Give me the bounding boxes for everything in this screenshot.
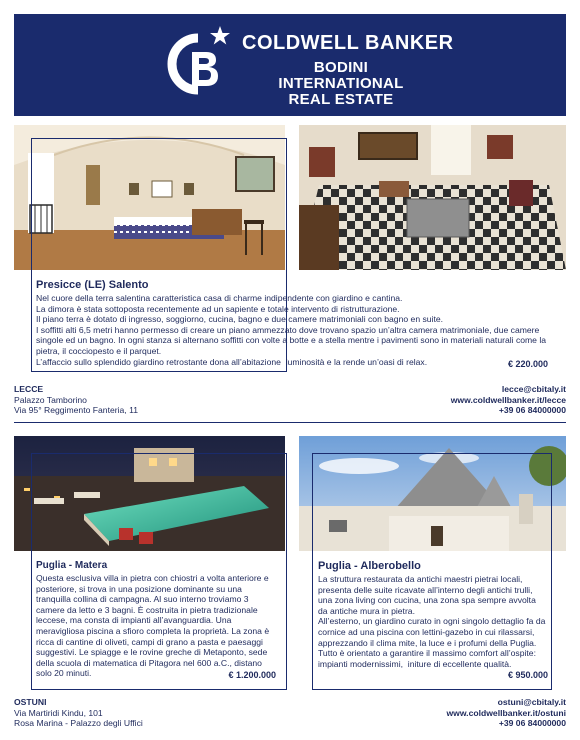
listing1-description: Nel cuore della terra salentina caratteristica casa di charme indipendente con giardino e cantina. La dimora è stata sottoposta recentemente ad un sapiente e totale intervento di ristrutturazione. Il piano terra è dotato di ingresso, soggiorno, cucina, bagno e due camere matrimoniali con bagno en suite. I soffitti alti 6,5 metri hanno permesso di creare un piano ammezzato dove trovano spazio un’altra camera matrimoniale, due camere singole ed un bagno. In ogni stanza si alternano soffitti con volte a botte e a stella mentre i pavimenti sono in materiali naturali come la pietra, il cocciopesto e il parquet. L’affaccio sullo splendido giardino retrostante dona all’abitazione luminosità e la rende un’oasi di relax. [36, 293, 547, 367]
office-address-line2: Rosa Marina - Palazzo degli Uffici [14, 718, 143, 729]
office-email-link[interactable]: lecce@cbitaly.it [501, 384, 566, 394]
office-city: OSTUNI [14, 697, 47, 707]
office-address-line1: Via Martiridi Kindu, 101 [14, 707, 103, 718]
office-lecce-contacts [380, 384, 566, 416]
office-lecce-address [14, 384, 138, 416]
listing3-description: La struttura restaurata da antichi maestri pietrai locali, presenta delle suite ricavate all’interno degli antichi trulli, una zona living con cucina, una zona spa sempre avvolta da antiche mura in pietra. All’esterno, un giardino curato in ogni singolo dettaglio fa da cornice ad una piscina con lettini-gazebo in cui rilassarsi, apprezzando il clima mite, la luce e i profumi della Puglia. Tutto è orientato a garantire il massimo comfort all’ospite: impianti modernissimi, initure di eccellente qualità. [318, 574, 546, 669]
office-ostuni-contacts [380, 697, 566, 729]
listing1-price: € 220.000 [507, 359, 548, 369]
office-address-line2: Via 95° Reggimento Fanteria, 11 [14, 405, 138, 416]
listing2-title: Puglia - Matera [36, 560, 108, 571]
office-phone: +39 06 84000000 [498, 405, 566, 416]
section-divider [14, 422, 566, 423]
office-name-line1: BODINI INTERNATIONAL [278, 59, 404, 92]
office-name [256, 60, 426, 108]
living-room-photo [299, 125, 566, 270]
brand-header [14, 14, 566, 116]
coldwell-banker-logo-icon [154, 24, 234, 106]
listing3-price: € 950.000 [507, 670, 548, 680]
office-website-link[interactable]: www.coldwellbanker.it/ostuni [446, 707, 566, 718]
listing3-title: Puglia - Alberobello [318, 560, 421, 572]
office-ostuni-address [14, 697, 143, 729]
listing1-title: Presicce (LE) Salento [36, 279, 149, 291]
office-email-link[interactable]: ostuni@cbitaly.it [497, 697, 566, 707]
listing2-description: Questa esclusiva villa in pietra con chiostri a volta anteriore e posteriore, si trova in una posizione dominante su una tranquilla collina di campagna. Al suo interno troviamo 3 camere da letto e 3 bagni. È costruita in pietra tradizionale leccese, ma consta di impianti all’avanguardia. Una meravigliosa piscina a sfioro completa la proprietà. La zona è ricca di cantine di oliveti, campi di grano a pasta e paesaggi suggestivi. Le spiagge e le rovine greche di Metaponto, sede della scuola di matematica di Pitagora nel 600 a.C., distano solo 20 minuti. [36, 573, 272, 679]
office-name-line2: REAL ESTATE [288, 91, 394, 108]
office-address-line1: Palazzo Tamborino [14, 394, 87, 405]
listing2-price: € 1.200.000 [228, 670, 276, 680]
brand-name: COLDWELL BANKER [242, 32, 454, 54]
office-phone: +39 06 84000000 [498, 718, 566, 729]
office-city: LECCE [14, 384, 44, 394]
office-website-link[interactable]: www.coldwellbanker.it/lecce [450, 394, 566, 405]
